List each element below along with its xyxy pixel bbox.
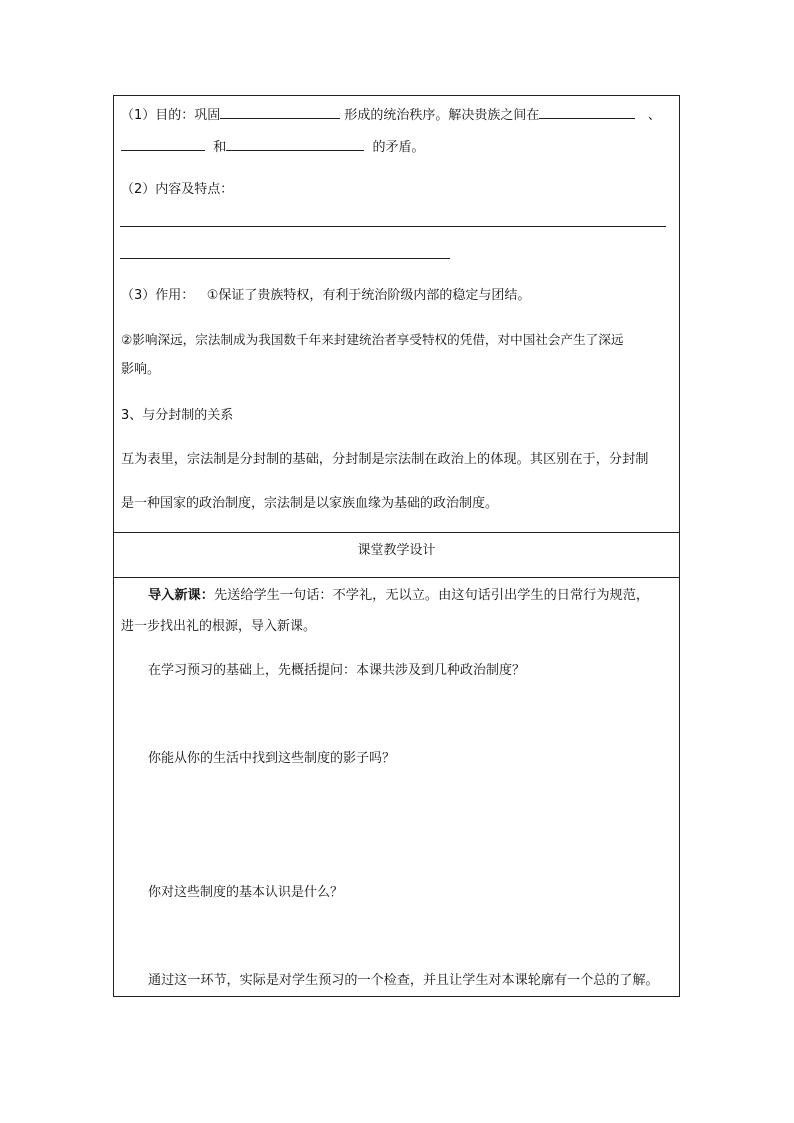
purpose-blank-1[interactable]	[220, 104, 340, 119]
purpose-line-2	[121, 136, 425, 157]
question-3: 你对这些制度的基本认识是什么？	[148, 885, 344, 900]
relation-line-1: 互为表里，宗法制是分封制的基础，分封制是宗法制在政治上的体现。其区别在于，分封制	[121, 452, 649, 467]
intro-line-1	[148, 587, 649, 605]
intro-text: 先送给学生一句话：不学礼，无以立。由这句话引出学生的日常行为规范，	[213, 588, 650, 603]
intro-line-2: 进一步找出礼的根源，导入新课。	[121, 619, 317, 634]
content-answer-line-2[interactable]	[120, 258, 450, 259]
effect-item-2-line-2: 影响。	[121, 362, 161, 377]
section-divider-bottom	[113, 577, 680, 578]
purpose-label: （1）目的：巩固	[121, 108, 221, 123]
relation-line-2: 是一种国家的政治制度，宗法制是以家族血缘为基础的政治制度。	[121, 496, 499, 511]
effect-item-2-line-1: ②影响深远，宗法制成为我国数千年来封建统治者享受特权的凭借，对中国社会产生了深远	[121, 332, 624, 347]
purpose-end-text: 的矛盾。	[372, 140, 425, 155]
purpose-and-text: 和	[213, 140, 227, 155]
content-label: （2）内容及特点：	[121, 182, 234, 197]
purpose-blank-4[interactable]	[226, 136, 364, 151]
purpose-line-1	[121, 104, 661, 125]
effect-item-1: ①保证了贵族特权，有利于统治阶级内部的稳定与团结。	[206, 288, 531, 303]
purpose-blank-3[interactable]	[121, 136, 205, 151]
effect-label: （3）作用：	[121, 288, 195, 303]
content-answer-line-1[interactable]	[120, 226, 666, 227]
question-1: 在学习预习的基础上，先概括提问：本课共涉及到几种政治制度？	[148, 663, 526, 678]
section-title: 课堂教学设计	[357, 543, 436, 558]
section-divider-top	[113, 532, 680, 533]
purpose-mid-text: 形成的统治秩序。解决贵族之间在	[344, 108, 540, 123]
relation-title: 3、与分封制的关系	[121, 408, 234, 423]
intro-label: 导入新课：	[148, 588, 214, 603]
purpose-blank-2[interactable]	[539, 104, 635, 119]
summary-text: 通过这一环节，实际是对学生预习的一个检查，并且让学生对本课轮廓有一个总的了解。	[148, 973, 659, 988]
question-2: 你能从你的生活中找到这些制度的影子吗？	[148, 751, 396, 766]
purpose-separator: 、	[647, 108, 661, 123]
effect-line-1	[121, 287, 530, 305]
